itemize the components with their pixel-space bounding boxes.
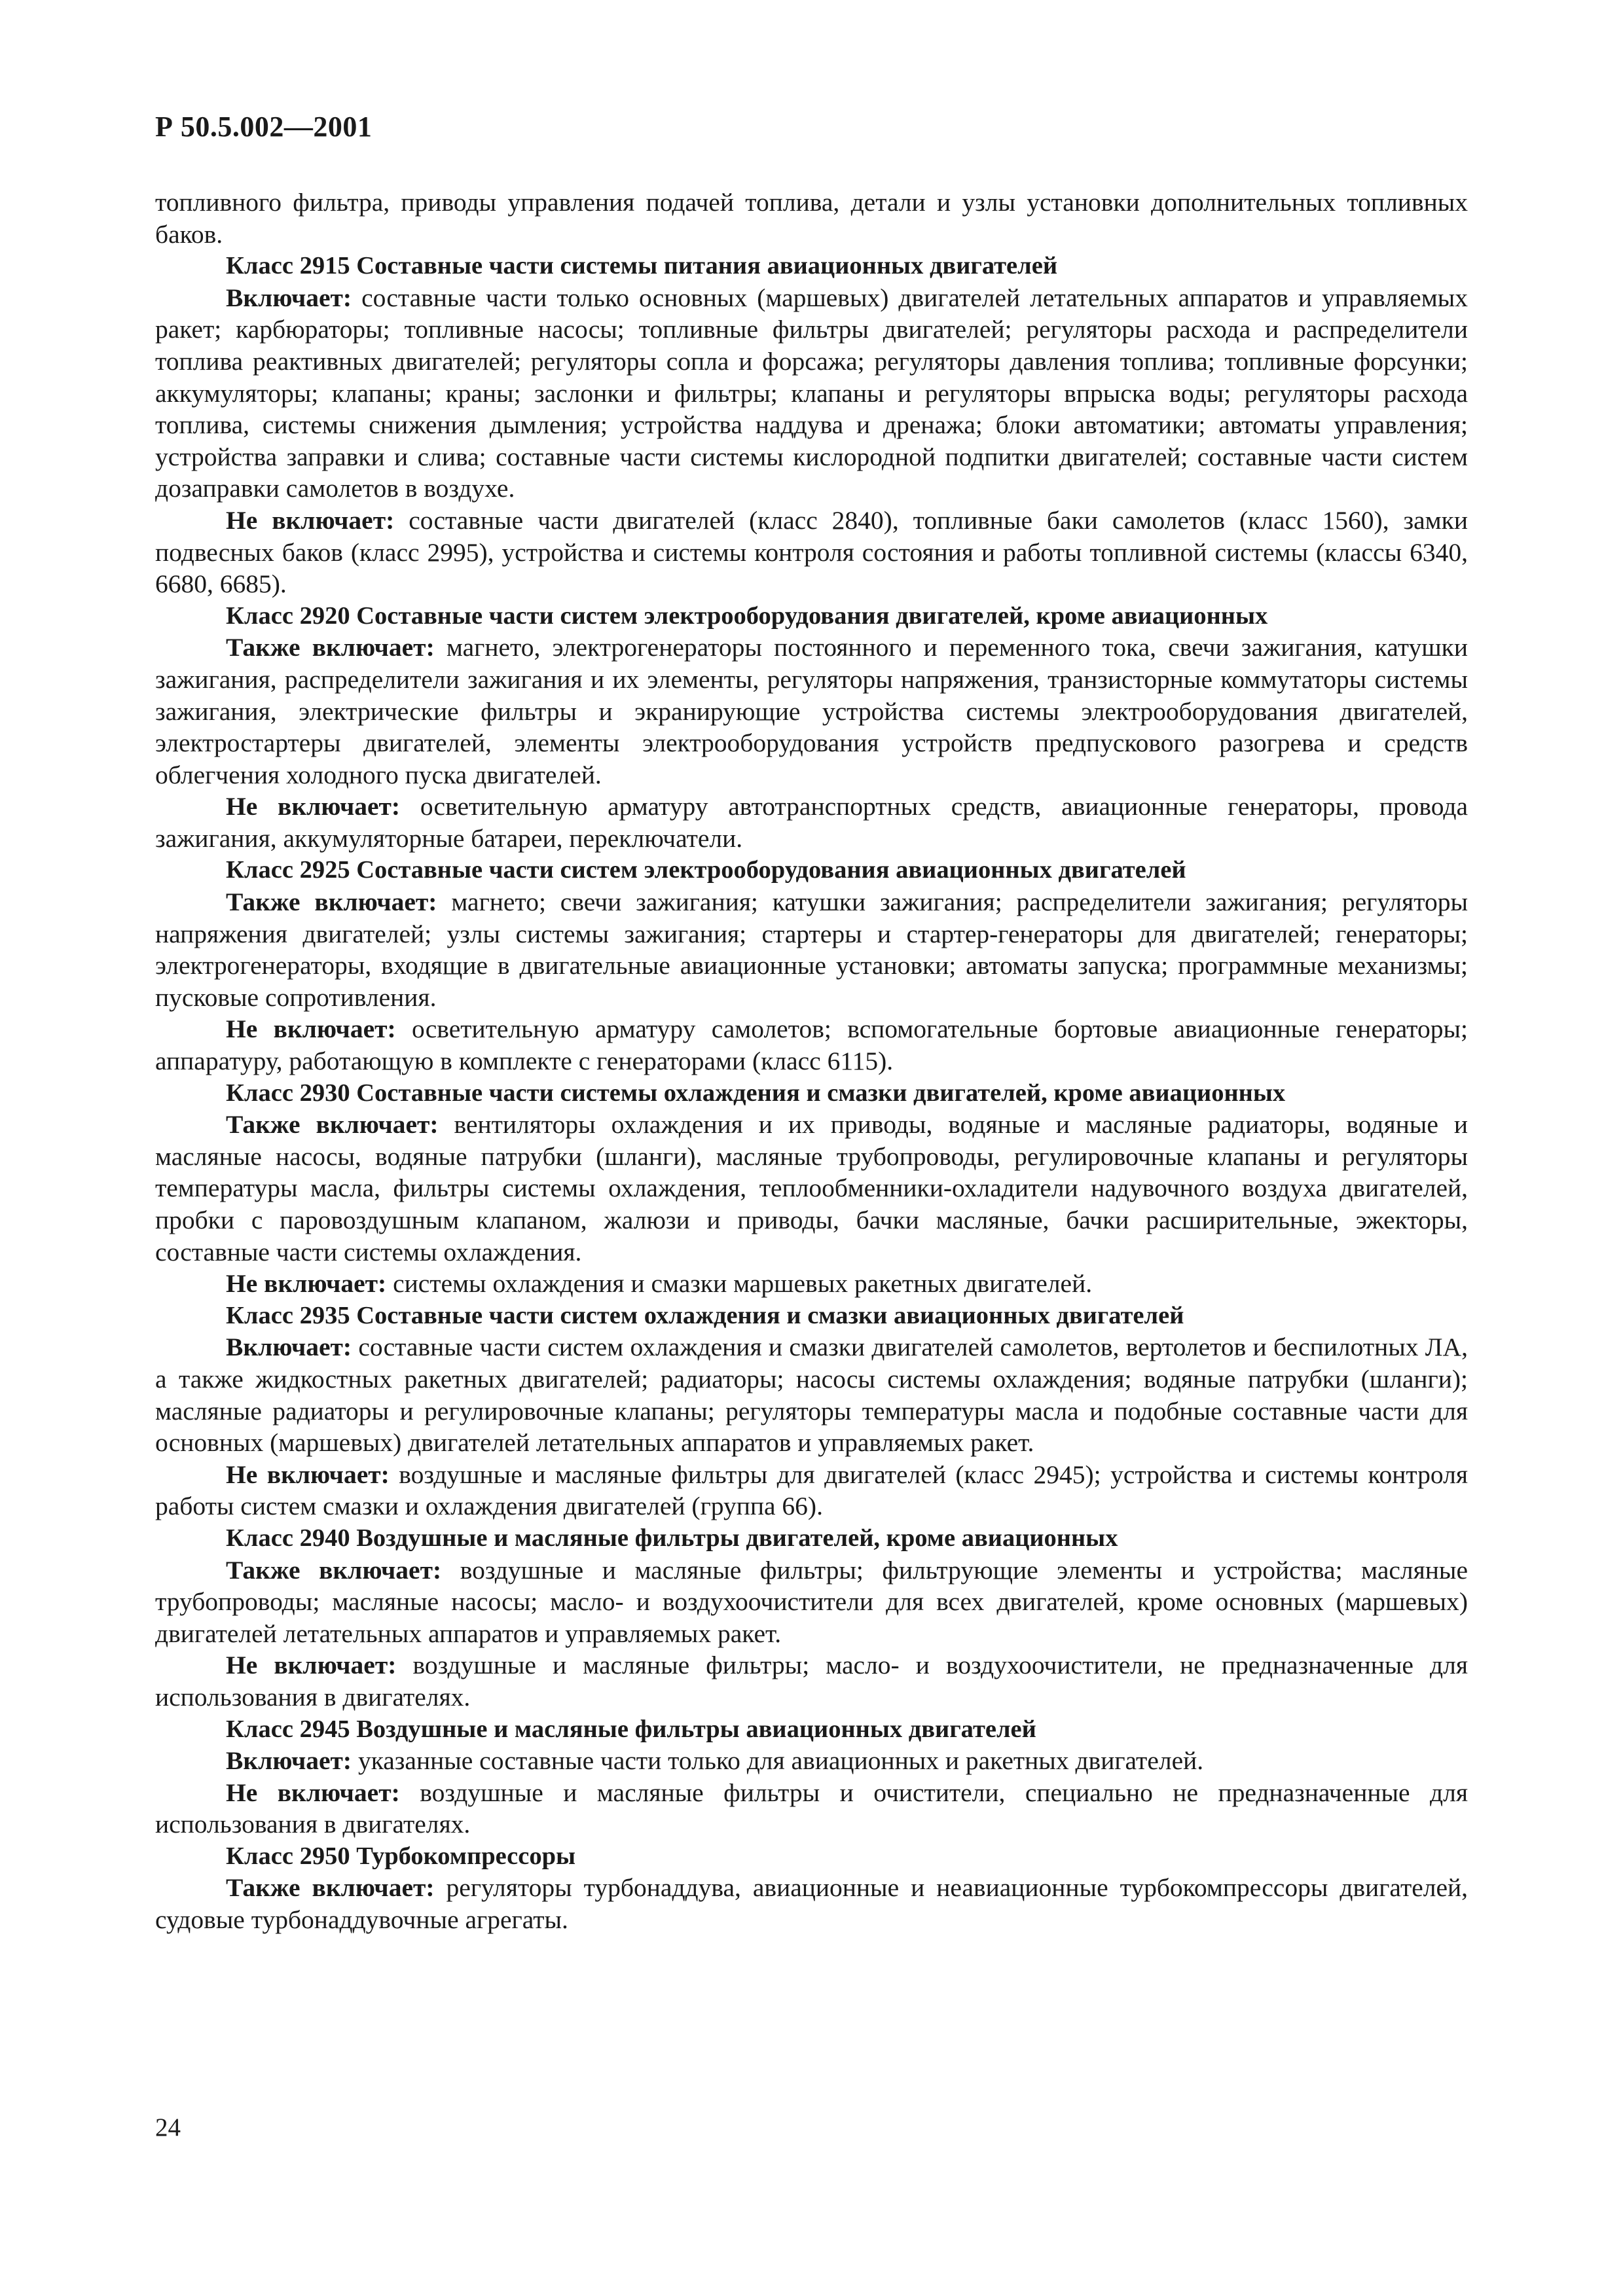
paragraph-text: регуляторы турбонаддува, авиационные и неавиационные турбокомпрессоры двигателей, судовые турбонаддувочные агрегаты. (155, 1873, 1468, 1935)
excludes-label: Не включает: (226, 505, 395, 535)
document-header: Р 50.5.002—2001 (155, 111, 373, 143)
excludes-paragraph-2925 (155, 1013, 1468, 1077)
paragraph-text: составные части систем охлаждения и смазки двигателей самолетов, вертолетов и беспилотных ЛА, а также жидкостных ракетных двигателей; радиаторы; насосы системы охлаждения; водяные патрубки (шланги); масляные радиаторы и регулировочные клапаны; регуляторы температуры масла и подобные составные части для основных (маршевых) двигателей летательных аппаратов и управляемых ракет. (155, 1333, 1468, 1458)
excludes-paragraph-2915 (155, 505, 1468, 600)
also-includes-paragraph-2920 (155, 632, 1468, 791)
paragraph-text: вентиляторы охлаждения и их приводы, водяные и масляные радиаторы, водяные и масляные насосы, водяные патрубки (шланги), масляные трубопроводы, регулировочные клапаны и регуляторы температуры масла, фильтры системы охлаждения, теплообменники-охладители надувочного воздуха двигателей, пробки с паровоздушным клапаном, жалюзи и приводы, бачки масляные, бачки расширительные, эжекторы, составные части системы охлаждения. (155, 1110, 1468, 1266)
page-number: 24 (155, 2113, 181, 2142)
paragraph-text: воздушные и масляные фильтры и очистители, специально не предназначенные для использования в двигателях. (155, 1778, 1468, 1839)
also-includes-label: Также включает: (226, 1555, 442, 1585)
paragraph-text: осветительную арматуру автотранспортных средств, авиационные генераторы, провода зажигания, аккумуляторные батареи, переключатели. (155, 792, 1468, 853)
document-body (155, 187, 1468, 1936)
includes-paragraph-2935 (155, 1331, 1468, 1458)
includes-label: Включает: (226, 283, 352, 312)
also-includes-paragraph-2950 (155, 1872, 1468, 1935)
excludes-label: Не включает: (226, 1778, 400, 1807)
also-includes-paragraph-2925 (155, 886, 1468, 1013)
also-includes-label: Также включает: (226, 888, 437, 917)
paragraph-text: воздушные и масляные фильтры для двигателей (класс 2945); устройства и системы контроля работы систем смазки и охлаждения двигателей (группа 66). (155, 1460, 1468, 1521)
paragraph-text: составные части только основных (маршевых) двигателей летательных аппаратов и управляемых ракет; карбюраторы; топливные насосы; топливные фильтры двигателей; регуляторы расхода и распределители топлива реактивных двигателей; регуляторы сопла и форсажа; регуляторы давления топлива; топливные форсунки; аккумуляторы; клапаны; краны; заслонки и фильтры; клапаны и регуляторы впрыска воды; регуляторы расхода топлива, системы снижения дымления; устройства наддува и дренажа; блоки автоматики; автоматы управления; устройства заправки и слива; составные части системы кислородной подпитки двигателей; составные части систем дозаправки самолетов в воздухе. (155, 283, 1468, 503)
excludes-paragraph-2935 (155, 1459, 1468, 1522)
also-includes-paragraph-2930 (155, 1109, 1468, 1268)
excludes-label: Не включает: (226, 1014, 396, 1044)
includes-label: Включает: (226, 1746, 352, 1776)
continuation-paragraph (155, 187, 1468, 250)
paragraph-text: воздушные и масляные фильтры; фильтрующие элементы и устройства; масляные трубопроводы; масляные насосы; масло- и воздухоочистители для всех двигателей, кроме основных (маршевых) двигателей летательных аппаратов и управляемых ракет. (155, 1555, 1468, 1648)
class-heading-2930: Класс 2930 Составные части системы охлаждения и смазки двигателей, кроме авиационных (226, 1079, 1286, 1107)
excludes-label: Не включает: (226, 792, 401, 821)
excludes-paragraph-2920 (155, 791, 1468, 854)
also-includes-label: Также включает: (226, 1110, 439, 1139)
excludes-paragraph-2940 (155, 1649, 1468, 1713)
also-includes-label: Также включает: (226, 1873, 435, 1903)
includes-paragraph-2915 (155, 282, 1468, 505)
excludes-label: Не включает: (226, 1269, 387, 1299)
includes-paragraph-2945 (155, 1745, 1468, 1777)
excludes-paragraph-2930 (155, 1268, 1468, 1300)
excludes-label: Не включает: (226, 1651, 397, 1680)
class-heading-2915: Класс 2915 Составные части системы питания авиационных двигателей (226, 252, 1058, 280)
also-includes-paragraph-2940 (155, 1554, 1468, 1650)
excludes-paragraph-2945 (155, 1777, 1468, 1840)
paragraph-text: осветительную арматуру самолетов; вспомогательные бортовые авиационные генераторы; аппаратуру, работающую в комплекте с генераторами (класс 6115). (155, 1014, 1468, 1076)
class-heading-2940: Класс 2940 Воздушные и масляные фильтры двигателей, кроме авиационных (226, 1524, 1118, 1552)
class-heading-2935: Класс 2935 Составные части систем охлаждения и смазки авиационных двигателей (226, 1301, 1184, 1329)
paragraph-text: воздушные и масляные фильтры; масло- и воздухоочистители, не предназначенные для использования в двигателях. (155, 1651, 1468, 1712)
class-heading-2920: Класс 2920 Составные части систем электрооборудования двигателей, кроме авиационных (226, 601, 1268, 630)
excludes-label: Не включает: (226, 1460, 390, 1489)
also-includes-label: Также включает: (226, 633, 435, 662)
paragraph-text: магнето; свечи зажигания; катушки зажигания; распределители зажигания; регуляторы напряжения двигателей; узлы системы зажигания; стартеры и стартер-генераторы для двигателей; генераторы; электрогенераторы, входящие в двигательные авиационные установки; автоматы запуска; программные механизмы; пусковые сопротивления. (155, 888, 1468, 1012)
class-heading-2925: Класс 2925 Составные части систем электрооборудования авиационных двигателей (226, 856, 1186, 884)
paragraph-text: системы охлаждения и смазки маршевых ракетных двигателей. (386, 1269, 1093, 1299)
paragraph-text: магнето, электрогенераторы постоянного и переменного тока, свечи зажигания, катушки зажигания, распределители зажигания и их элементы, регуляторы напряжения, транзисторные коммутаторы системы зажигания, электрические фильтры и экранирующие устройства системы электрооборудования двигателей, электростартеры двигателей, элементы электрооборудования устройств предпускового разогрева и средств облегчения холодного пуска двигателей. (155, 633, 1468, 789)
includes-label: Включает: (226, 1333, 352, 1362)
class-heading-2950: Класс 2950 Турбокомпрессоры (226, 1842, 576, 1870)
paragraph-text: составные части двигателей (класс 2840), топливные баки самолетов (класс 1560), замки подвесных баков (класс 2995), устройства и системы контроля состояния и работы топливной системы (классы 6340, 6680, 6685). (155, 505, 1468, 599)
paragraph-text: топливного фильтра, приводы управления подачей топлива, детали и узлы установки дополнительных топливных баков. (155, 188, 1468, 249)
class-heading-2945: Класс 2945 Воздушные и масляные фильтры авиационных двигателей (226, 1715, 1036, 1743)
paragraph-text: указанные составные части только для авиационных и ракетных двигателей. (352, 1746, 1204, 1776)
